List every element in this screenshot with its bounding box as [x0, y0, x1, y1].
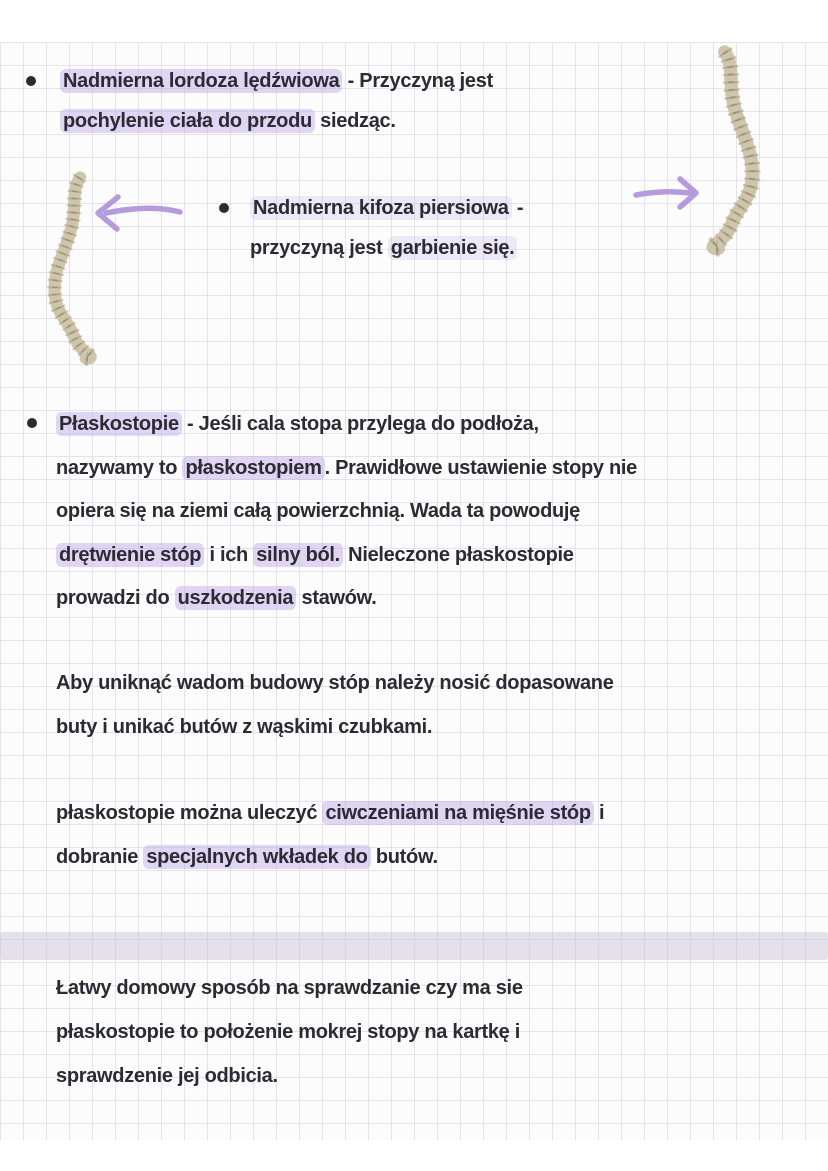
- note-text: Łatwy domowy sposób na sprawdzanie czy ma sie: [56, 977, 523, 999]
- note-line: [56, 403, 637, 447]
- note-line: [56, 534, 637, 578]
- note-text: sprawdzenie jej odbicia.: [56, 1065, 278, 1087]
- note-text: siedząc.: [314, 110, 396, 132]
- note-line: [56, 1010, 523, 1054]
- note-line: [56, 835, 604, 879]
- note-line: [60, 101, 493, 141]
- note-text: dobranie: [56, 846, 144, 868]
- note-leczenie: [56, 791, 604, 879]
- highlighted-text: garbienie się.: [388, 236, 518, 260]
- highlighted-text: drętwienie stóp: [56, 543, 204, 567]
- note-line: [56, 447, 637, 491]
- bullet-point: [27, 418, 37, 428]
- note-text: opiera się na ziemi całą powierzchnią. Wada ta powoduję: [56, 500, 581, 522]
- note-text: i ich: [204, 543, 254, 566]
- note-text: płaskostopie można uleczyć: [56, 802, 323, 824]
- highlighted-text: pochylenie ciała do przodu: [60, 109, 315, 133]
- note-lordoza: [60, 61, 493, 141]
- section-divider-highlight: [0, 932, 828, 960]
- highlighted-text: Nadmierna kifoza piersiowa: [250, 196, 512, 220]
- note-line: [60, 61, 493, 101]
- bullet-point: [26, 76, 36, 86]
- note-text: i: [593, 802, 605, 824]
- note-text: . Prawidłowe ustawienie stopy nie: [324, 456, 637, 479]
- highlighted-text: ciwczeniami na mięśnie stóp: [322, 801, 593, 825]
- note-text: Nieleczone płaskostopie: [342, 543, 574, 566]
- note-text: - Przyczyną jest: [342, 70, 493, 92]
- note-line: [56, 490, 637, 534]
- note-line: [56, 661, 614, 705]
- note-text: butów.: [370, 846, 438, 868]
- note-text: - Jeśli cala stopa przylega do podłoża,: [181, 413, 539, 435]
- arrow-left-icon: [84, 192, 186, 234]
- highlighted-text: Płaskostopie: [56, 412, 182, 436]
- highlighted-text: uszkodzenia: [175, 586, 297, 610]
- note-line: [56, 705, 614, 749]
- note-line: [56, 1054, 523, 1098]
- highlighted-text: Nadmierna lordoza lędźwiowa: [60, 69, 342, 93]
- note-line: [56, 577, 637, 621]
- note-text: nazywamy to: [56, 456, 183, 479]
- note-line: [56, 966, 523, 1010]
- note-text: Aby uniknąć wadom budowy stóp należy nosić dopasowane: [56, 672, 614, 694]
- bullet-point: [219, 203, 229, 213]
- note-buty: [56, 661, 614, 749]
- spine-right-icon: [694, 44, 786, 252]
- highlighted-text: silny ból.: [253, 543, 343, 567]
- highlighted-text: specjalnych wkładek do: [143, 845, 370, 869]
- note-kifoza: [250, 188, 523, 268]
- note-text: prowadzi do: [56, 587, 175, 609]
- note-domowy-sposob: [56, 966, 523, 1098]
- highlighted-text: płaskostopiem: [182, 456, 324, 480]
- note-text: płaskostopie to położenie mokrej stopy na kartkę i: [56, 1021, 521, 1043]
- note-line: [56, 791, 604, 835]
- note-text: -: [511, 197, 524, 219]
- note-plaskostopie: [56, 403, 637, 621]
- note-line: [250, 188, 523, 228]
- note-text: przyczyną jest: [250, 237, 388, 259]
- note-line: [250, 228, 523, 268]
- note-text: buty i unikać butów z wąskimi czubkami.: [56, 716, 433, 738]
- note-text: stawów.: [296, 587, 377, 609]
